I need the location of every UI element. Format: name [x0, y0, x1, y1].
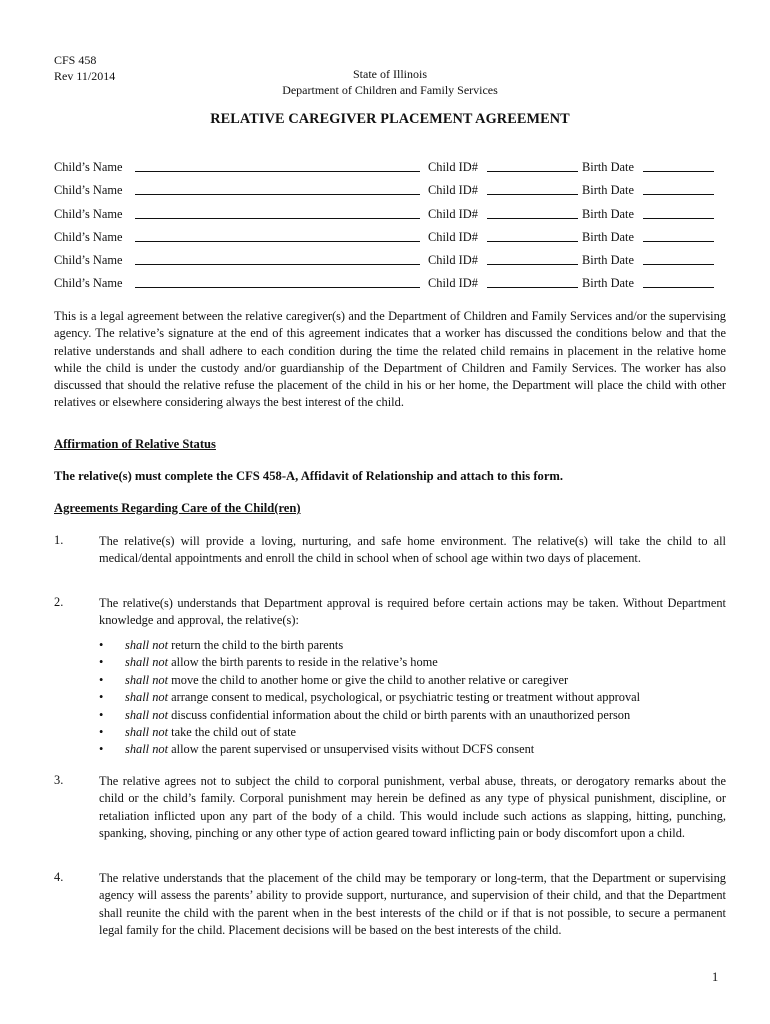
restriction-text: allow the parent supervised or unsupervised visits without DCFS consent [168, 742, 535, 757]
restriction-emphasis: shall not [125, 742, 169, 757]
restriction-text: discuss confidential information about the child or birth parents with an unauthorized person [168, 707, 631, 722]
form-number: CFS 458 [54, 53, 97, 67]
birth-date-field[interactable] [643, 206, 714, 219]
restriction-item [99, 724, 726, 741]
agency-block [0, 66, 770, 98]
restriction-emphasis: shall not [125, 655, 169, 670]
child-name-label: Child’s Name [54, 230, 123, 244]
restriction-emphasis: shall not [125, 690, 169, 705]
restriction-emphasis: shall not [125, 707, 169, 722]
form-revision: Rev 11/2014 [54, 69, 116, 83]
child-id-field[interactable] [487, 275, 578, 288]
agreements-heading: Agreements Regarding Care of the Child(ren) [54, 501, 301, 515]
restriction-emphasis: shall not [125, 638, 169, 652]
restrictions-list [99, 637, 726, 759]
affirmation-instruction: The relative(s) must complete the CFS 458-A, Affidavit of Relationship and attach to this form. [54, 469, 564, 483]
bullet-icon: • [99, 638, 104, 652]
item-number: 3. [54, 773, 64, 787]
birth-date-field[interactable] [643, 275, 714, 288]
bullet-icon: • [99, 672, 104, 687]
restriction-text: allow the birth parents to reside in the relative’s home [168, 655, 438, 670]
restriction-text: move the child to another home or give the child to another relative or caregiver [168, 672, 569, 687]
page-number: 1 [712, 970, 719, 984]
child-name-field[interactable] [135, 252, 420, 265]
child-name-label: Child’s Name [54, 183, 123, 197]
agreement-item-3: The relative agrees not to subject the child to corporal punishment, verbal abuse, threats, or derogatory remarks about the child or the child’s family. Corporal punishment may herein be defined as any type of physical punishment, discipline, or retaliation inflicted upon any part of the body of a child. This would include such actions as slapping, hitting, punching, spanking, shoving, pinching or any other type of action geared toward inflicting pain or body discomfort upon a child. [99, 774, 726, 840]
child-id-field[interactable] [487, 159, 578, 172]
birth-date-field[interactable] [643, 252, 714, 265]
agreement-item-1: The relative(s) will provide a loving, nurturing, and safe home environment. The relative(s) will take the child to all medical/dental appointments and enroll the child in school when of school age within two days of placement. [99, 534, 726, 566]
restriction-item [99, 672, 726, 689]
child-id-label: Child ID# [428, 183, 478, 197]
restriction-emphasis: shall not [125, 672, 169, 687]
restriction-text: take the child out of state [168, 724, 297, 739]
child-id-label: Child ID# [428, 276, 478, 290]
item-number: 2. [54, 595, 64, 609]
restriction-item [99, 741, 726, 758]
restriction-item [99, 707, 726, 724]
birth-date-label: Birth Date [582, 160, 634, 174]
restriction-emphasis: shall not [125, 724, 169, 739]
restriction-text: arrange consent to medical, psychological, or psychiatric testing or treatment without approval [168, 690, 641, 705]
document-title: RELATIVE CAREGIVER PLACEMENT AGREEMENT [210, 111, 570, 127]
child-id-field[interactable] [487, 229, 578, 242]
bullet-icon: • [99, 724, 104, 739]
child-id-label: Child ID# [428, 230, 478, 244]
agreement-item-4: The relative understands that the placement of the child may be temporary or long-term, that the Department or supervising agency will assess the parents’ ability to provide support, nurturance, and supervision of their child, and that the Department shall reunite the child with the parent when in the best interests of the child or if that is not possible, to secure a permanent legal family for the child. Placement decisions will be based on the best interests of the child. [99, 871, 726, 937]
child-name-field[interactable] [135, 206, 420, 219]
agreement-item-2: The relative(s) understands that Department approval is required before certain actions may be taken. Without Department knowledge and approval, the relative(s): [99, 596, 726, 628]
birth-date-label: Birth Date [582, 253, 634, 267]
child-name-label: Child’s Name [54, 160, 123, 174]
child-name-label: Child’s Name [54, 207, 123, 221]
child-name-field[interactable] [135, 159, 420, 172]
intro-paragraph: This is a legal agreement between the relative caregiver(s) and the Department of Children and Family Services and/or the supervising agency. The relative’s signature at the end of this agreement indicates that a worker has discussed the conditions below and that the relative understands and shall adhere to each condition during the time the related child remains in placement in the relative home while the child is under the custody and/or guardianship of the Department of Children and Family Services. The worker has also discussed that should the relative refuse the placement of the child in his or her home, the Department will place the child with other relatives or elsewhere considering always the best interest of the child. [54, 309, 726, 410]
bullet-icon: • [99, 690, 104, 705]
child-name-label: Child’s Name [54, 253, 123, 267]
birth-date-label: Birth Date [582, 276, 634, 290]
bullet-icon: • [99, 707, 104, 722]
affirmation-heading: Affirmation of Relative Status [54, 437, 216, 451]
child-id-label: Child ID# [428, 160, 478, 174]
birth-date-label: Birth Date [582, 183, 634, 197]
restriction-item [99, 689, 726, 706]
birth-date-field[interactable] [643, 182, 714, 195]
child-name-field[interactable] [135, 182, 420, 195]
state-name: State of Illinois [353, 67, 427, 81]
child-name-field[interactable] [135, 275, 420, 288]
restriction-item [99, 654, 726, 671]
child-id-field[interactable] [487, 206, 578, 219]
bullet-icon: • [99, 655, 104, 670]
department-name: Department of Children and Family Services [282, 83, 498, 97]
child-name-field[interactable] [135, 229, 420, 242]
item-number: 1. [54, 533, 64, 547]
birth-date-field[interactable] [643, 229, 714, 242]
child-name-label: Child’s Name [54, 276, 123, 290]
child-id-label: Child ID# [428, 253, 478, 267]
birth-date-label: Birth Date [582, 230, 634, 244]
birth-date-field[interactable] [643, 159, 714, 172]
restriction-text: return the child to the birth parents [168, 638, 344, 652]
birth-date-label: Birth Date [582, 207, 634, 221]
child-id-field[interactable] [487, 252, 578, 265]
bullet-icon: • [99, 742, 104, 757]
child-id-field[interactable] [487, 182, 578, 195]
child-id-label: Child ID# [428, 207, 478, 221]
restriction-item [99, 637, 726, 654]
item-number: 4. [54, 870, 64, 884]
